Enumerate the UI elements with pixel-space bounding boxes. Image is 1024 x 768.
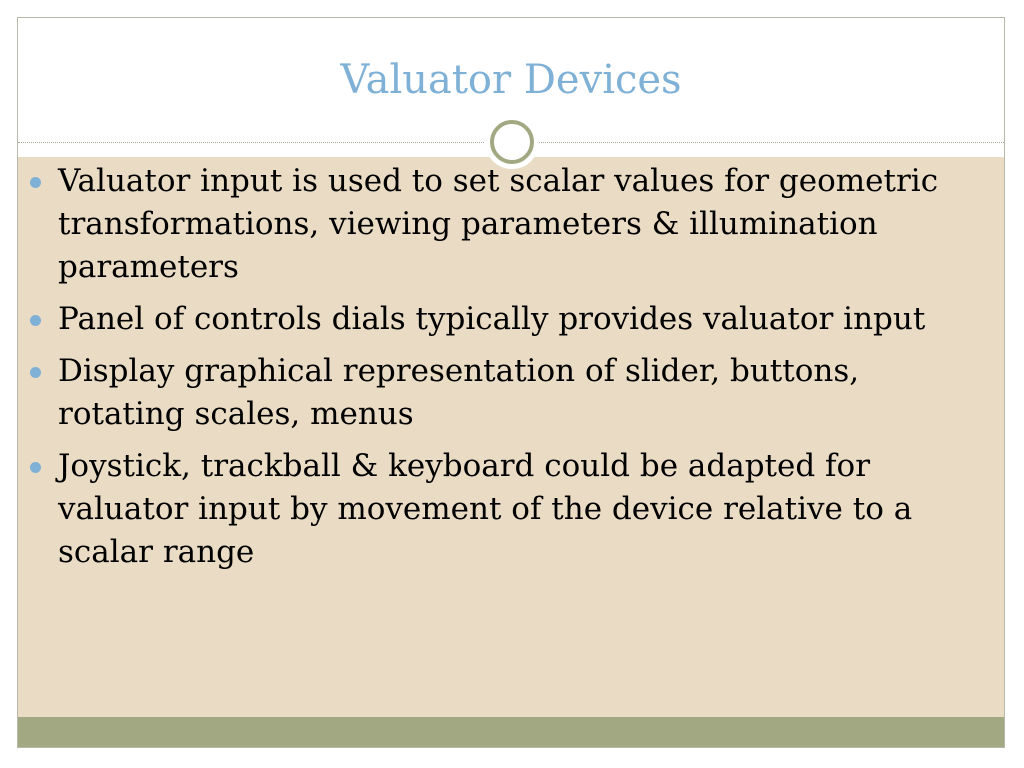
bullet-dot-icon [30,367,41,378]
bullet-list [58,160,968,583]
bullet-dot-icon [30,315,41,326]
bullet-dot-icon [30,177,41,188]
bullet-item [58,160,968,289]
slide-title: Valuator Devices [340,57,682,103]
ornament-ring [490,120,534,164]
bullet-item [58,298,968,341]
bullet-text: Panel of controls dials typically provides valuator input [58,301,926,337]
footer-bar [18,717,1004,748]
bullet-item [58,445,968,574]
bullet-dot-icon [30,462,41,473]
bullet-text: Joystick, trackball & keyboard could be adapted for valuator input by movement of the device relative to a scalar range [58,448,913,570]
bullet-text: Valuator input is used to set scalar values for geometric transformations, viewing parameters & illumination parameters [58,163,939,285]
bullet-text: Display graphical representation of slider, buttons, rotating scales, menus [58,353,860,432]
bullet-item [58,350,968,436]
